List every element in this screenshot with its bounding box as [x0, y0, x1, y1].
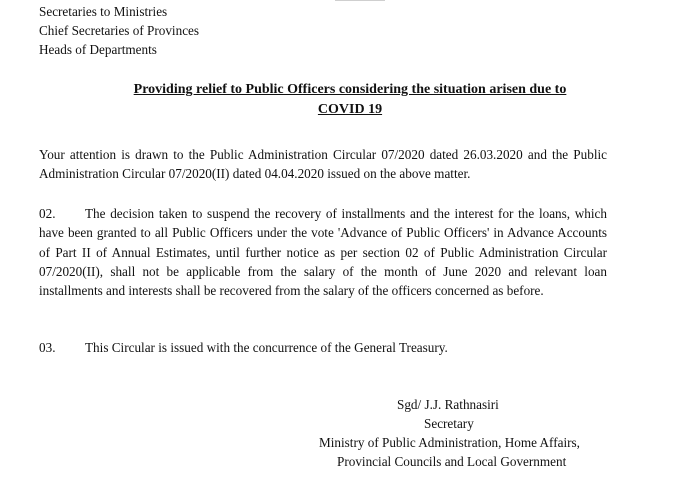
subject-line-2: COVID 19: [317, 102, 383, 117]
signature-ministry-line-2: Provincial Councils and Local Government: [337, 454, 567, 469]
circular-subject: [40, 80, 660, 120]
paragraph-3: [39, 338, 607, 357]
signature-title: Secretary: [424, 416, 474, 431]
recipient-provinces: Chief Secretaries of Provinces: [39, 23, 200, 38]
paragraph-2-text: The decision taken to suspend the recovery of installments and the interest for the loans, which have been granted to all Public Officers under the vote 'Advance of Public Officers' in Advance Accounts of Part II of Annual Estimates, until further notice as per section 02 of Public Administration Circular 07/2020(II), shall not be applicable from the salary of the month of June 2020 and relevant loan installments and interests shall be recovered from the salary of the officers concerned as before.: [39, 206, 607, 299]
paragraph-3-number: 03.: [39, 340, 56, 355]
paragraph-2: [39, 204, 607, 300]
signature-name: Sgd/ J.J. Rathnasiri: [397, 397, 499, 412]
paragraph-2-number: 02.: [39, 206, 56, 221]
subject-line-1: Providing relief to Public Officers considering the situation arisen due to: [133, 82, 567, 97]
recipient-ministries: Secretaries to Ministries: [39, 4, 168, 19]
paragraph-3-text: This Circular is issued with the concurrence of the General Treasury.: [85, 340, 448, 355]
signature-ministry-line-1: Ministry of Public Administration, Home Affairs,: [319, 435, 580, 450]
paragraph-1: Your attention is drawn to the Public Administration Circular 07/2020 dated 26.03.2020 and the Public Administration Circular 07/2020(II) dated 04.04.2020 issued on the above matter.: [39, 147, 607, 182]
recipient-departments: Heads of Departments: [39, 42, 157, 57]
header-divider: [335, 0, 385, 1]
